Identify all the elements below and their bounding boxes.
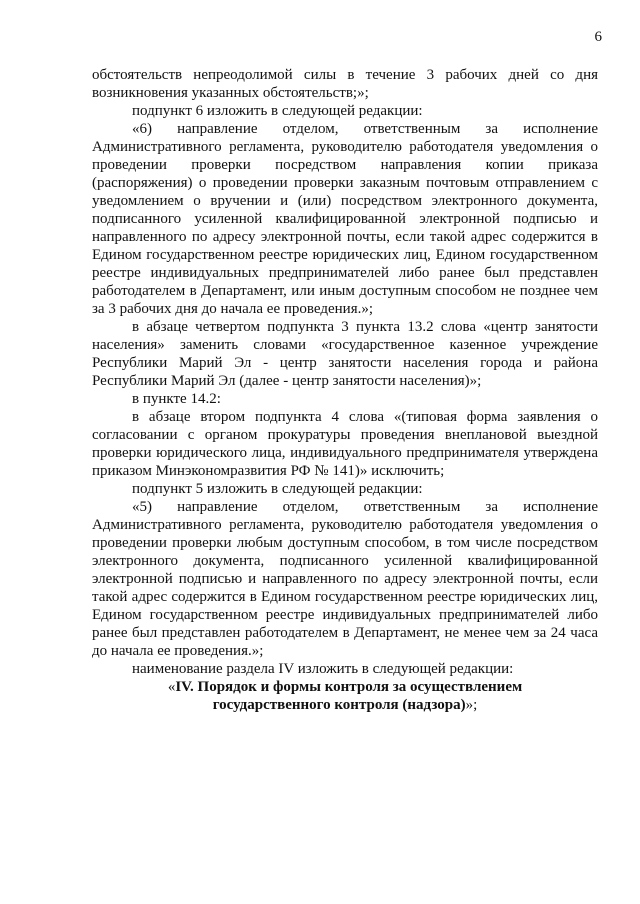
heading-open-quote: «	[167, 679, 176, 695]
heading-close-quote: »;	[465, 697, 478, 713]
paragraph-section-iv-intro: наименование раздела IV изложить в следующей редакции:	[132, 661, 514, 677]
paragraph-subitem-5-intro: подпункт 5 изложить в следующей редакции:	[132, 481, 423, 497]
document-body	[92, 66, 598, 714]
paragraph-subitem-6-text: «6) направление отделом, ответственным за исполнение Административного регламента, руководителю работодателя уведомления о проведении проверки посредством направления копии приказа (распоряжения) о проведении проверки заказным почтовым отправлением с уведомлением о вручении и (или) посредством электронного документа, подписанного усиленной квалифицированной электронной подписью и направленного по адресу электронной почты, если такой адрес содержится в Едином государственном реестре юридических лиц, Едином государственном реестре индивидуальных предпринимателей либо ранее был представлен работодателем в Департамент, или иным доступным способом не позднее чем за 3 рабочих дня до начала ее проведения.»;	[92, 121, 598, 317]
paragraph-item-14-2: в пункте 14.2:	[132, 391, 221, 407]
heading-text: IV. Порядок и формы контроля за осуществлением государственного контроля (надзора)	[175, 679, 523, 713]
paragraph-subitem-6-intro: подпункт 6 изложить в следующей редакции:	[132, 103, 423, 119]
paragraph-subitem-5-text: «5) направление отделом, ответственным за исполнение Административного регламента, руководителю работодателя уведомления о проведении проверки любым доступным способом, в том числе посредством электронного документа, подписанного усиленной квалифицированной электронной подписью и направленного по адресу электронной почты, если такой адрес содержится в Едином государственном реестре юридических лиц, Едином государственном реестре индивидуальных предпринимателей либо ранее был представлен работодателем в Департамент, не менее чем за 24 часа до начала ее проведения.»;	[92, 499, 598, 659]
section-iv-heading	[92, 678, 598, 714]
paragraph-item-13-2: в абзаце четвертом подпункта 3 пункта 13.2 слова «центр занятости населения» заменить словами «государственное казенное учреждение Республики Марий Эл - центр занятости населения города и района Республики Марий Эл (далее - центр занятости населения)»;	[92, 319, 598, 389]
paragraph-subitem-4-exclusion: в абзаце втором подпункта 4 слова «(типовая форма заявления о согласовании с органом прокуратуры проведения внеплановой выездной проверки юридического лица, индивидуального предпринимателя утверждена приказом Минэкономразвития РФ № 141)» исключить;	[92, 409, 598, 479]
paragraph-continuation: обстоятельств непреодолимой силы в течение 3 рабочих дней со дня возникновения указанных обстоятельств;»;	[92, 67, 598, 101]
page-number: 6	[594, 29, 602, 45]
